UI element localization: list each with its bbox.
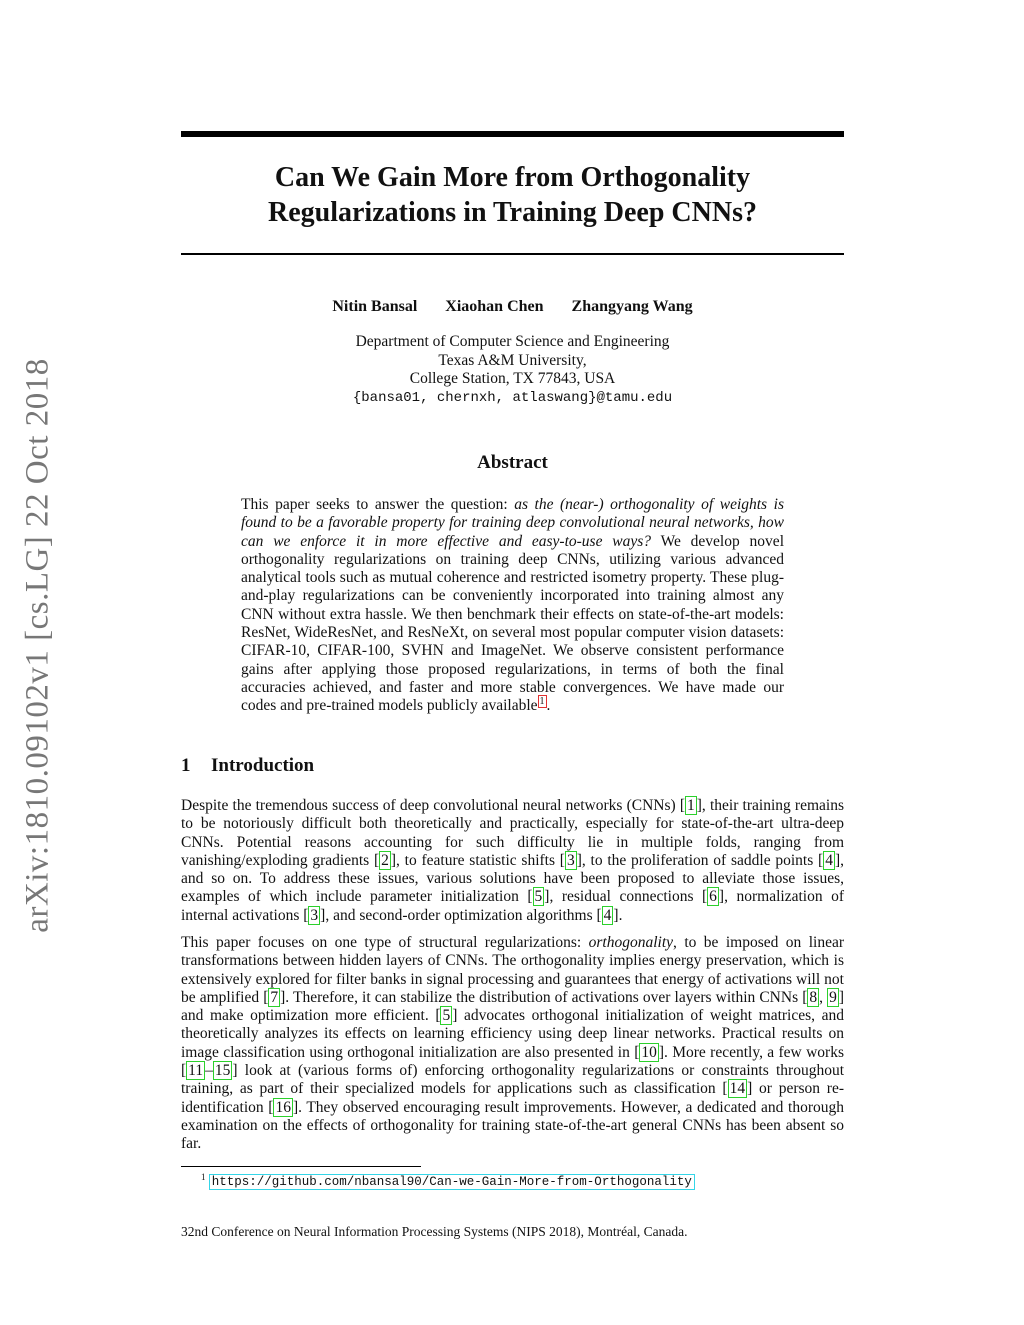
venue-footer: 32nd Conference on Neural Information Processing Systems (NIPS 2018), Montréal, Canada. — [181, 1224, 688, 1239]
affiliation-university: Texas A&M University, — [438, 351, 587, 369]
footnote-rule — [181, 1166, 421, 1167]
citation-link[interactable]: 5 — [534, 888, 543, 906]
citation-link[interactable]: 6 — [709, 888, 717, 906]
citation-link[interactable]: 7 — [270, 988, 279, 1006]
emphasis-text: orthogonality — [588, 934, 674, 951]
citation-link[interactable]: 16 — [275, 1098, 291, 1116]
title-bottom-rule — [181, 253, 844, 255]
text-run: ]. Therefore, it can stabilize the distribution of activations over layers within CNNs [ — [280, 988, 808, 1006]
citation-link[interactable]: 4 — [825, 851, 833, 869]
citation-link[interactable]: 1 — [687, 797, 695, 814]
text-run: ] or person re-identification [ — [181, 1080, 845, 1116]
text-run: ]. They observed encouraging result improvements. However, a dedicated and thorough examination on the effects of orthogonality for training state-of-the-art general CNNs has been absent so far. — [181, 1098, 844, 1153]
text-run: ] advocates orthogonal initialization of weight matrices, and theoretically analyzes its effects on learning efficiency using deep linear networks. Practical results on image classification using orthogonal initialization are also presented in [ — [181, 1007, 844, 1061]
github-link[interactable]: https://github.com/nbansal90/Can-we-Gain-More-from-Orthogonality — [209, 1174, 695, 1190]
author-emails: {bansa01, chernxh, atlaswang}@tamu.edu — [352, 389, 673, 406]
text-run: ], to the proliferation of saddle points [ — [576, 851, 824, 869]
citation-link[interactable]: 14 — [729, 1080, 746, 1098]
citation-link[interactable]: 2 — [381, 851, 389, 869]
footnote-mark: 1 — [201, 1172, 206, 1182]
citation-link[interactable]: 9 — [829, 988, 837, 1006]
text-run: ], normalization of internal activations [ — [181, 888, 844, 924]
arxiv-id-text: arXiv:1810.09102v1 [cs.LG] 22 Oct 2018 — [19, 357, 56, 933]
affiliation-city: College Station, TX 77843, USA — [409, 370, 616, 387]
abstract-end: . — [546, 697, 551, 715]
section-heading — [181, 755, 844, 777]
author-list — [181, 298, 844, 316]
text-run: ]. More recently, a few works [ — [181, 1043, 844, 1080]
paper-title — [181, 160, 844, 230]
text-run: This paper focuses on one type of structural regularizations: — [181, 934, 589, 951]
citation-link[interactable]: 3 — [566, 851, 575, 869]
section-number: 1 — [181, 755, 191, 776]
citation-link[interactable]: 5 — [442, 1007, 451, 1025]
text-run: ]. — [613, 906, 623, 924]
affiliation — [181, 333, 844, 407]
citation-link[interactable]: 8 — [809, 988, 818, 1006]
text-run: – — [205, 1062, 213, 1080]
title-line-2: Regularizations in Training Deep CNNs? — [268, 197, 757, 228]
abstract-lead: This paper seeks to answer the question: — [241, 496, 515, 513]
text-run: ], and so on. To address these issues, various solutions have been proposed to alleviate those issues, examples of which include parameter initialization [ — [181, 851, 844, 906]
citation-link[interactable]: 3 — [310, 906, 319, 924]
citation-link[interactable]: 15 — [214, 1062, 231, 1080]
citation-link[interactable]: 11 — [188, 1062, 204, 1080]
footnote — [201, 1172, 695, 1189]
title-top-rule — [181, 131, 844, 137]
text-run: ] look at (various forms of) enforcing orthogonality regularizations or constraints throughout training, as part of their specialized models for applications such as classification [ — [181, 1062, 844, 1098]
intro-paragraph-2 — [181, 934, 844, 1154]
author-name: Xiaohan Chen — [445, 298, 544, 315]
abstract-text: We develop novel orthogonality regularizations on training deep CNNs, utilizing various advanced analytical tools such as mutual coherence and restricted isometry property. These plug-and-play regularizations can be conveniently incorporated into training almost any CNN without extra hassle. We then benchmark their effects on state-of-the-art models: ResNet, WideResNet, and ResNeXt, on several most popular computer vision datasets: CIFAR-10, CIFAR-100, SVHN and ImageNet. We observe consistent performance gains after applying those proposed regularizations, in terms of both the final accuracies achieved, and faster and more stable convergences. We have made our codes and pre-trained models publicly available — [241, 532, 784, 715]
text-run: , to be imposed on linear transformations between hidden layers of CNNs. The orthogonality implies energy preservation, which is extensively explored for filter banks in signal processing and guarantees that energy of activations will not be amplified [ — [181, 934, 844, 1006]
text-run: ] and make optimization more efficient. [ — [181, 988, 844, 1025]
abstract-question: as the (near-) orthogonality of weights is found to be a favorable property for training deep convolutional neural networks, how can we enforce it in more effective and easy-to-use ways? — [241, 496, 784, 550]
abstract-body — [241, 496, 784, 716]
text-run: ], residual connections [ — [544, 888, 708, 906]
affiliation-dept: Department of Computer Science and Engineering — [355, 333, 670, 350]
citation-link[interactable]: 10 — [641, 1043, 657, 1061]
footnote-link-1[interactable]: 1 — [539, 696, 545, 708]
title-line-1: Can We Gain More from Orthogonality — [274, 162, 751, 193]
arxiv-watermark — [8, 350, 68, 940]
author-name: Zhangyang Wang — [571, 298, 693, 315]
abstract-heading: Abstract — [477, 452, 548, 473]
author-name: Nitin Bansal — [332, 298, 418, 315]
text-run: , — [819, 988, 828, 1006]
text-run: ], and second-order optimization algorithms [ — [320, 906, 602, 924]
text-run: Despite the tremendous success of deep convolutional neural networks (CNNs) [ — [181, 797, 686, 814]
citation-link[interactable]: 4 — [603, 906, 612, 924]
text-run: ], to feature statistic shifts [ — [390, 851, 565, 869]
intro-paragraph-1 — [181, 797, 844, 925]
section-title: Introduction — [211, 755, 315, 776]
text-run: ], their training remains to be notoriously difficult both theoretically and practically, especially for state-of-the-art ultra-deep CNNs. Potential reasons accounting for such difficulty lie in multiple folds, ranging from vanishing/exploding gradients [ — [181, 797, 844, 869]
